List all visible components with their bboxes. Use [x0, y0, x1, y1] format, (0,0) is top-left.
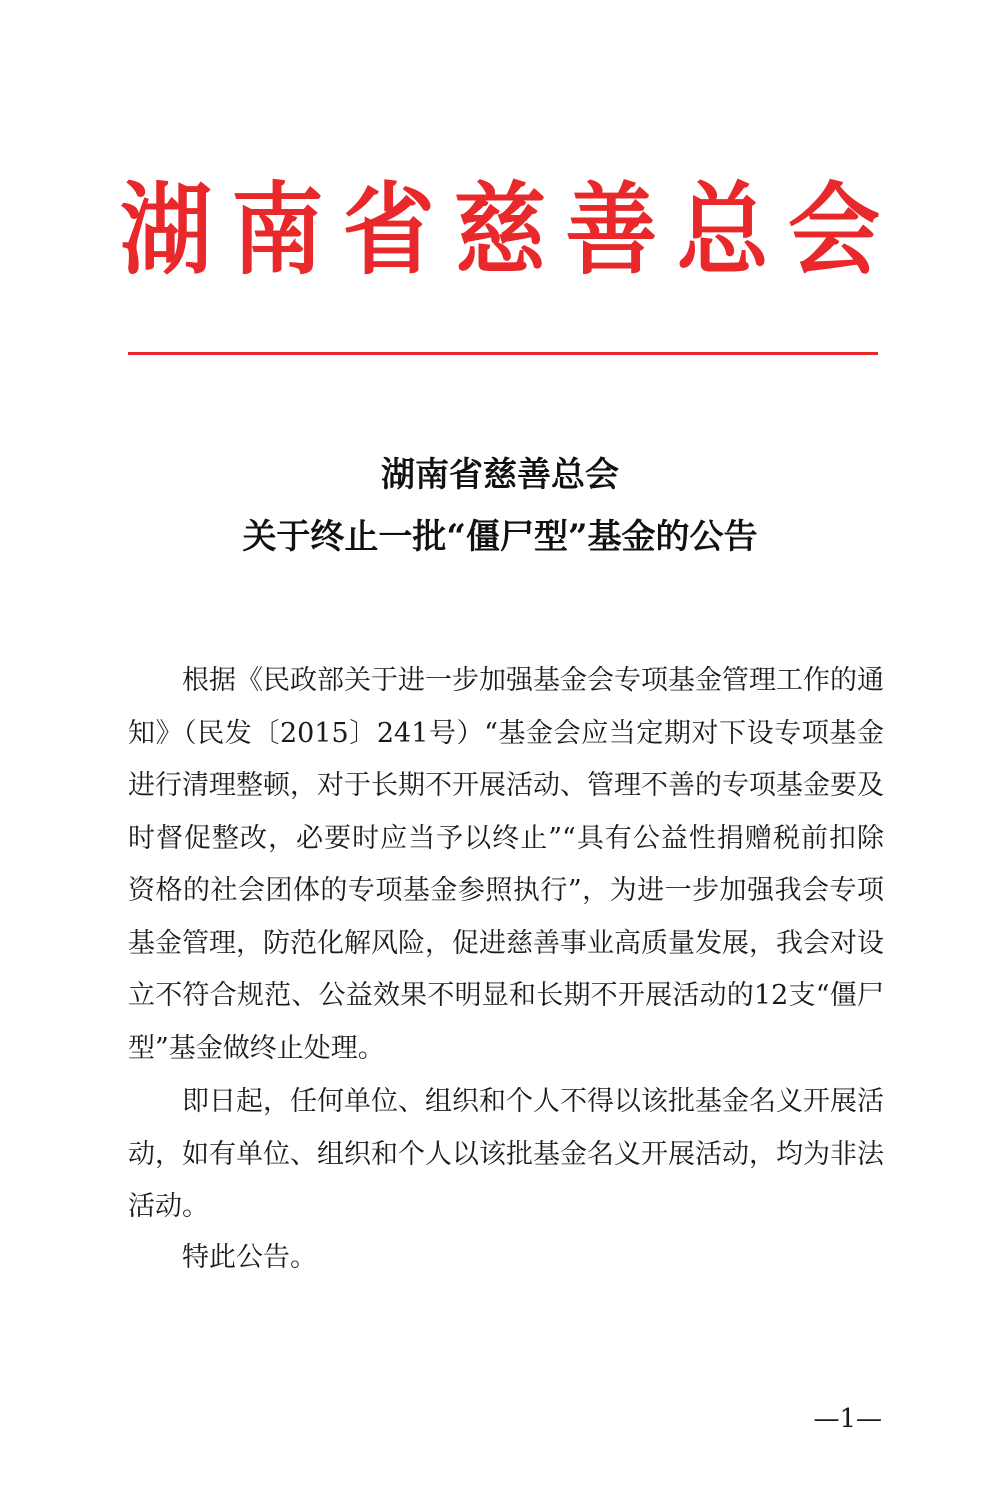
paragraph-text: 即日起，任何单位、组织和个人不得以该批基金名义开展活动，如有单位、组织和个人以该批基金名义开展活动，均为非法活动。	[128, 1086, 884, 1222]
document-title-line-1: 湖南省慈善总会	[381, 455, 619, 495]
masthead	[120, 170, 880, 290]
masthead-char: 会	[787, 171, 880, 289]
page-number: —1—	[813, 1404, 882, 1434]
masthead-char: 湖	[120, 171, 213, 289]
masthead-char: 南	[231, 171, 324, 289]
body-paragraph-3	[128, 1232, 884, 1285]
document-title-line-2: 关于终止一批“僵尸型”基金的公告	[242, 517, 758, 557]
paragraph-text: 特此公告。	[182, 1242, 317, 1273]
masthead-char: 省	[342, 171, 435, 289]
red-divider-line	[128, 352, 878, 355]
paragraph-text: 根据《民政部关于进一步加强基金会专项基金管理工作的通知》（民发〔2015〕241号）“基金会应当定期对下设专项基金进行清理整顿，对于长期不开展活动、管理不善的专项基金要及时督促整改，必要时应当予以终止”“具有公益性捐赠税前扣除资格的社会团体的专项基金参照执行”，为进一步加强我会专项基金管理，防范化解风险，促进慈善事业高质量发展，我会对设立不符合规范、公益效果不明显和长期不开展活动的12支“僵尸型”基金做终止处理。	[128, 665, 884, 1064]
body-paragraph-2	[128, 1076, 884, 1234]
body-paragraph-1	[128, 655, 884, 1075]
masthead-char: 善	[565, 171, 658, 289]
masthead-char: 慈	[453, 171, 546, 289]
masthead-char: 总	[676, 171, 769, 289]
